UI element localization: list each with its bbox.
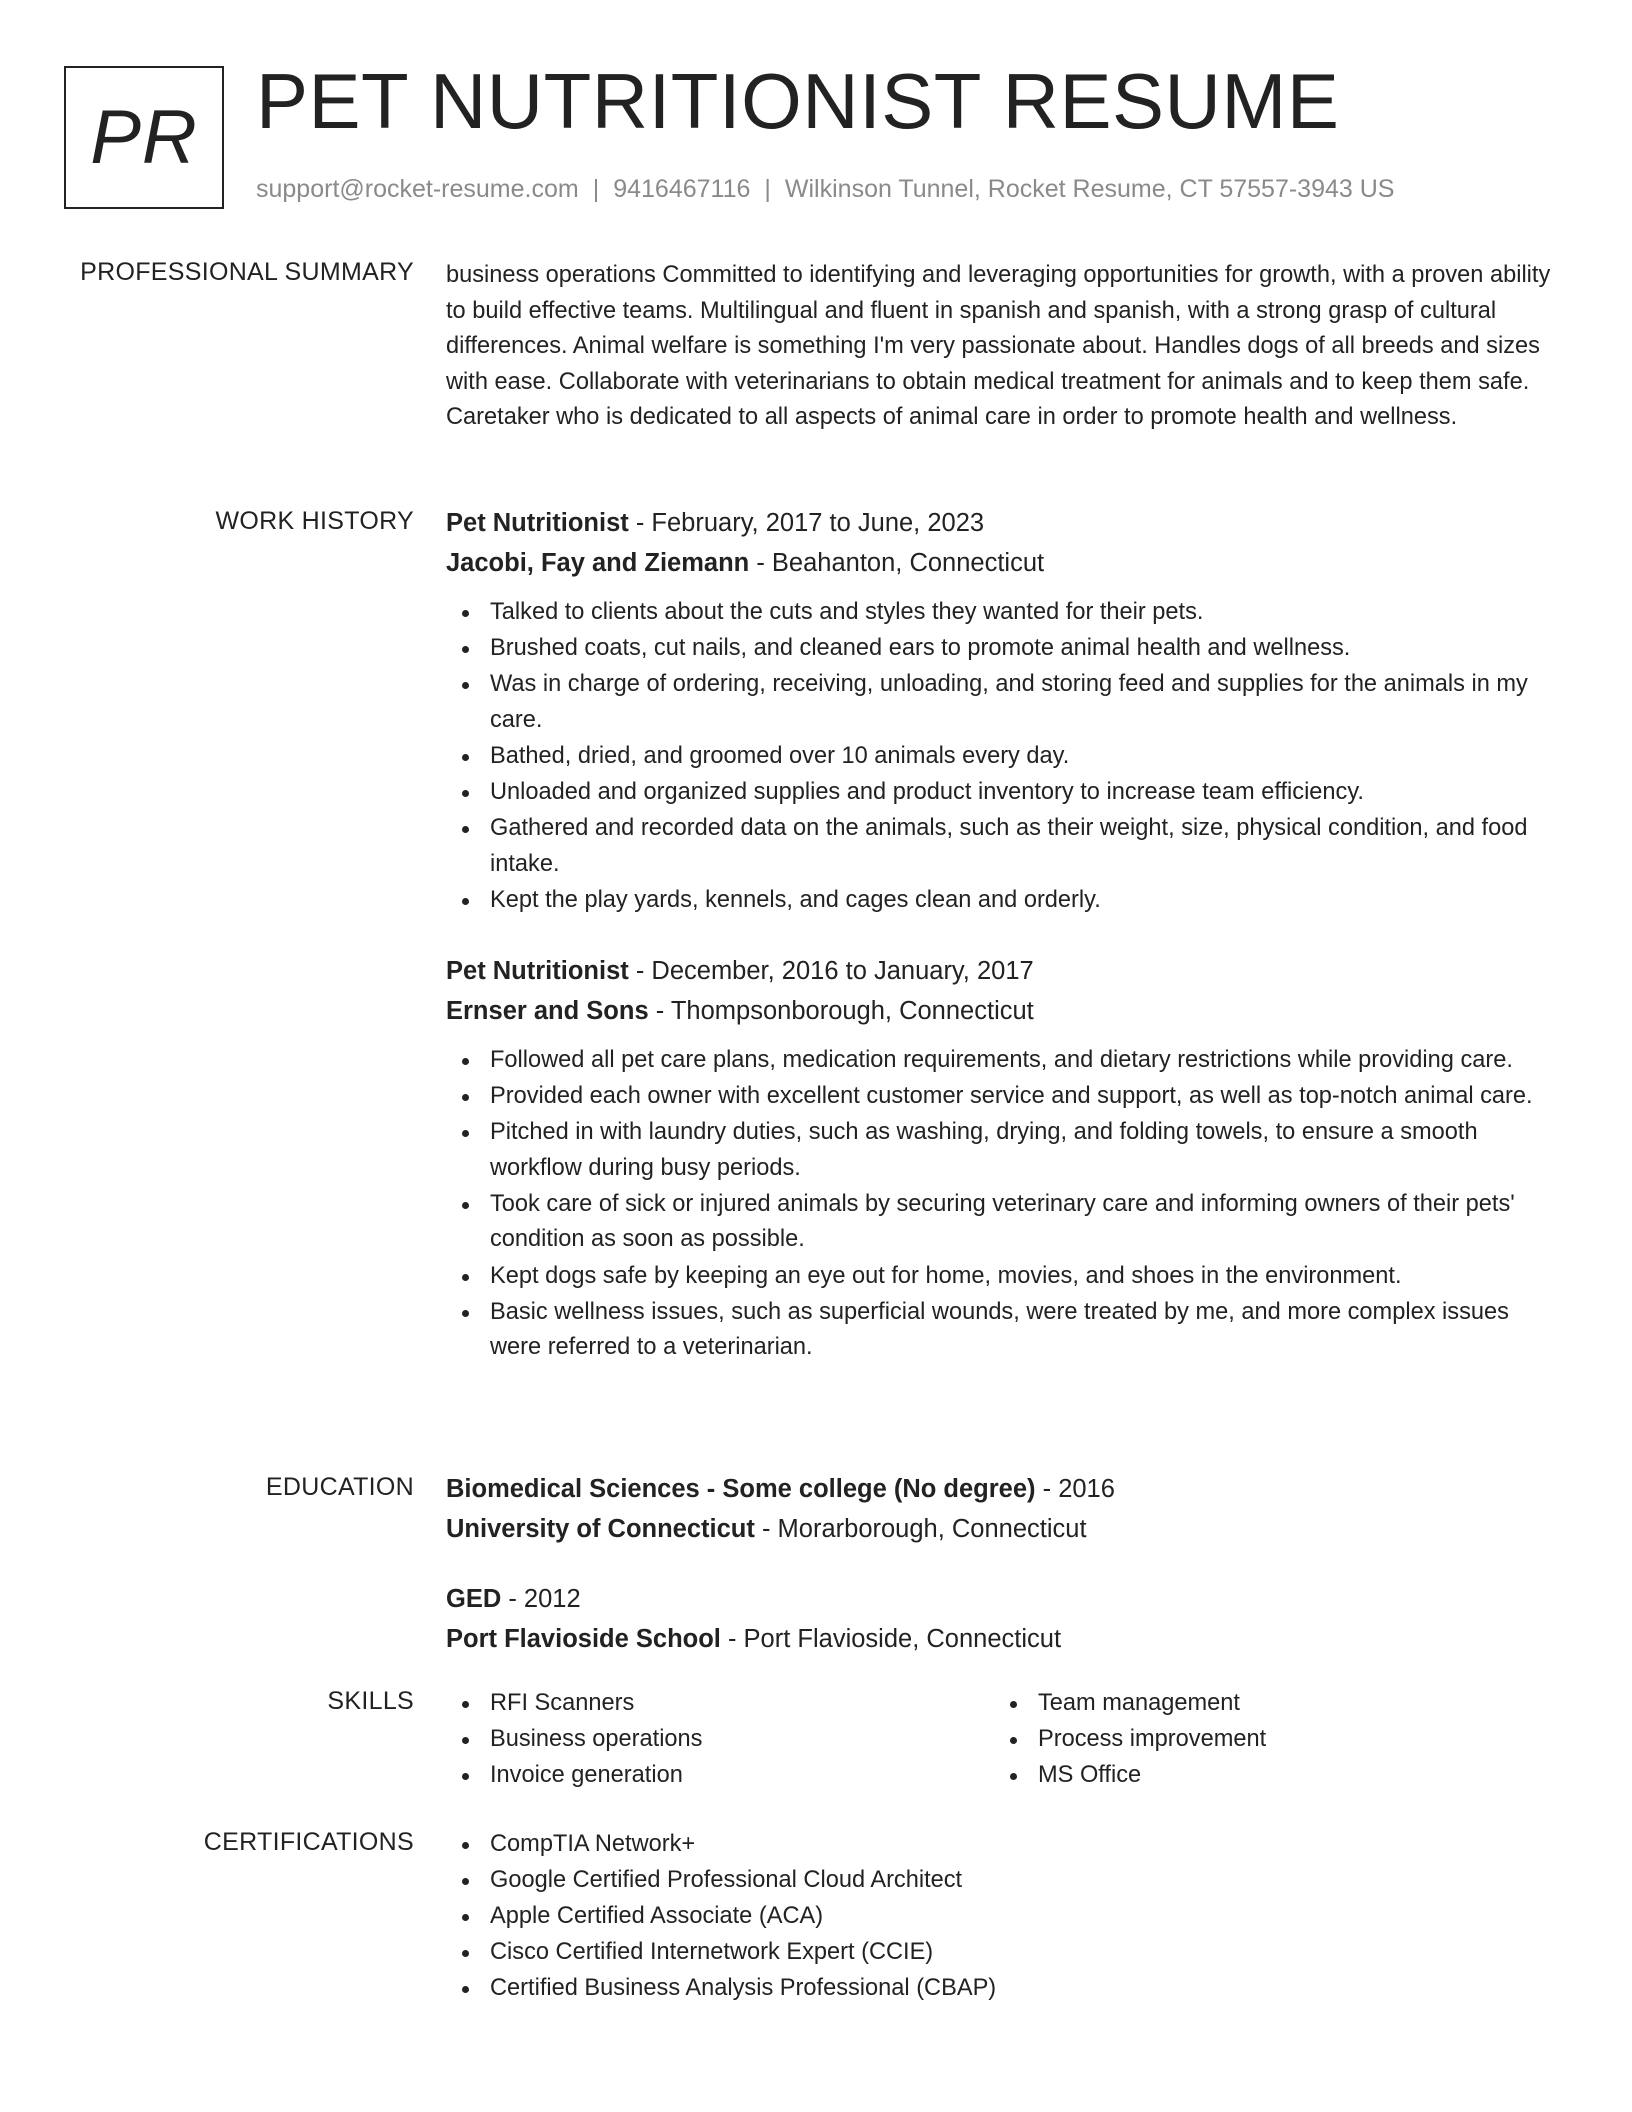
job-duties-list: [446, 595, 1556, 918]
job-dates: - February, 2017 to June, 2023: [628, 509, 985, 537]
job-company-line: [446, 991, 1556, 1031]
skills-list-right: [994, 1686, 1542, 1794]
skill-item: Team management: [994, 1686, 1542, 1722]
degree-name: GED: [446, 1585, 502, 1613]
list-item: Brushed coats, cut nails, and cleaned ears to promote animal health and wellness.: [446, 631, 1556, 667]
skills-grid: [446, 1686, 1556, 1794]
section-label-skills: SKILLS: [327, 1687, 414, 1715]
contact-phone: 9416467116: [613, 175, 751, 203]
job-company: Jacobi, Fay and Ziemann: [446, 549, 750, 577]
job-title-line: [446, 503, 1556, 543]
section-label-education: EDUCATION: [265, 1473, 414, 1501]
list-item: Followed all pet care plans, medication requirements, and dietary restrictions while providing care.: [446, 1043, 1556, 1079]
resume-title: PET NUTRITIONIST RESUME: [256, 57, 1340, 145]
degree-year: - 2012: [501, 1585, 581, 1613]
list-item: Took care of sick or injured animals by securing veterinary care and informing owners of their pets' condition as soon as possible.: [446, 1187, 1556, 1258]
job-duties-list: [446, 1043, 1556, 1366]
certification-item: Certified Business Analysis Professional (CBAP): [446, 1971, 1556, 2007]
job-title: Pet Nutritionist: [446, 957, 629, 985]
monogram-initials: PR: [90, 95, 198, 180]
job-location: - Beahanton, Connecticut: [749, 549, 1045, 577]
degree-year: - 2016: [1035, 1475, 1115, 1503]
job-company-line: [446, 543, 1556, 583]
certification-item: Apple Certified Associate (ACA): [446, 1899, 1556, 1935]
list-item: Pitched in with laundry duties, such as washing, drying, and folding towels, to ensure a smooth workflow during busy periods.: [446, 1115, 1556, 1186]
school-location: - Morarborough, Connecticut: [754, 1515, 1087, 1543]
degree-line: [446, 1579, 1556, 1619]
education-entry: [446, 1469, 1556, 1549]
job-title: Pet Nutritionist: [446, 509, 629, 537]
job-location: - Thompsonborough, Connecticut: [648, 997, 1034, 1025]
section-label-work-history: WORK HISTORY: [215, 507, 414, 535]
list-item: Was in charge of ordering, receiving, unloading, and storing feed and supplies for the animals in my care.: [446, 667, 1556, 738]
job-dates: - December, 2016 to January, 2017: [628, 957, 1034, 985]
section-label-certifications: CERTIFICATIONS: [203, 1828, 414, 1856]
certification-item: CompTIA Network+: [446, 1827, 1556, 1863]
list-item: Kept the play yards, kennels, and cages clean and orderly.: [446, 883, 1556, 919]
skill-item: MS Office: [994, 1758, 1542, 1794]
school-name: Port Flavioside School: [446, 1625, 721, 1653]
section-label-summary: PROFESSIONAL SUMMARY: [80, 258, 414, 286]
certification-item: Google Certified Professional Cloud Architect: [446, 1863, 1556, 1899]
list-item: Gathered and recorded data on the animals, such as their weight, size, physical condition, and food intake.: [446, 811, 1556, 882]
education-entry: [446, 1579, 1556, 1659]
contact-address: Wilkinson Tunnel, Rocket Resume, CT 57557-3943 US: [784, 175, 1395, 203]
list-item: Provided each owner with excellent customer service and support, as well as top-notch animal care.: [446, 1079, 1556, 1115]
contact-line: [256, 175, 1394, 204]
skill-item: RFI Scanners: [446, 1686, 994, 1722]
certifications-body: [446, 1827, 1556, 2007]
certifications-list: [446, 1827, 1556, 2007]
school-location: - Port Flavioside, Connecticut: [720, 1625, 1062, 1653]
list-item: Talked to clients about the cuts and styles they wanted for their pets.: [446, 595, 1556, 631]
degree-line: [446, 1469, 1556, 1509]
certification-item: Cisco Certified Internetwork Expert (CCIE): [446, 1935, 1556, 1971]
skill-item: Process improvement: [994, 1722, 1542, 1758]
skills-list-left: [446, 1686, 994, 1794]
list-item: Unloaded and organized supplies and product inventory to increase team efficiency.: [446, 775, 1556, 811]
job-title-line: [446, 951, 1556, 991]
summary-text: business operations Committed to identifying and leveraging opportunities for growth, with a proven ability to build effective teams. Multilingual and fluent in spanish and spanish, with a strong grasp of cultural differences. Animal welfare is something I'm very passionate about. Handles dogs of all breeds and sizes with ease. Collaborate with veterinarians to obtain medical treatment for animals and to keep them safe. Caretaker who is dedicated to all aspects of animal care in order to promote health and wellness.: [446, 262, 1551, 431]
contact-separator: |: [592, 175, 600, 203]
degree-name: Biomedical Sciences - Some college (No degree): [446, 1475, 1036, 1503]
skill-item: Invoice generation: [446, 1758, 994, 1794]
contact-separator: |: [764, 175, 771, 203]
school-line: [446, 1509, 1556, 1549]
contact-email: support@rocket-resume.com: [256, 175, 579, 203]
list-item: Bathed, dried, and groomed over 10 animals every day.: [446, 739, 1556, 775]
job-entry: [446, 951, 1556, 1366]
school-line: [446, 1619, 1556, 1659]
job-company: Ernser and Sons: [446, 997, 649, 1025]
list-item: Basic wellness issues, such as superficial wounds, were treated by me, and more complex issues were referred to a veterinarian.: [446, 1295, 1556, 1366]
school-name: University of Connecticut: [446, 1515, 755, 1543]
list-item: Kept dogs safe by keeping an eye out for home, movies, and shoes in the environment.: [446, 1259, 1556, 1295]
skill-item: Business operations: [446, 1722, 994, 1758]
monogram-badge: [64, 66, 224, 209]
job-entry: [446, 503, 1556, 919]
